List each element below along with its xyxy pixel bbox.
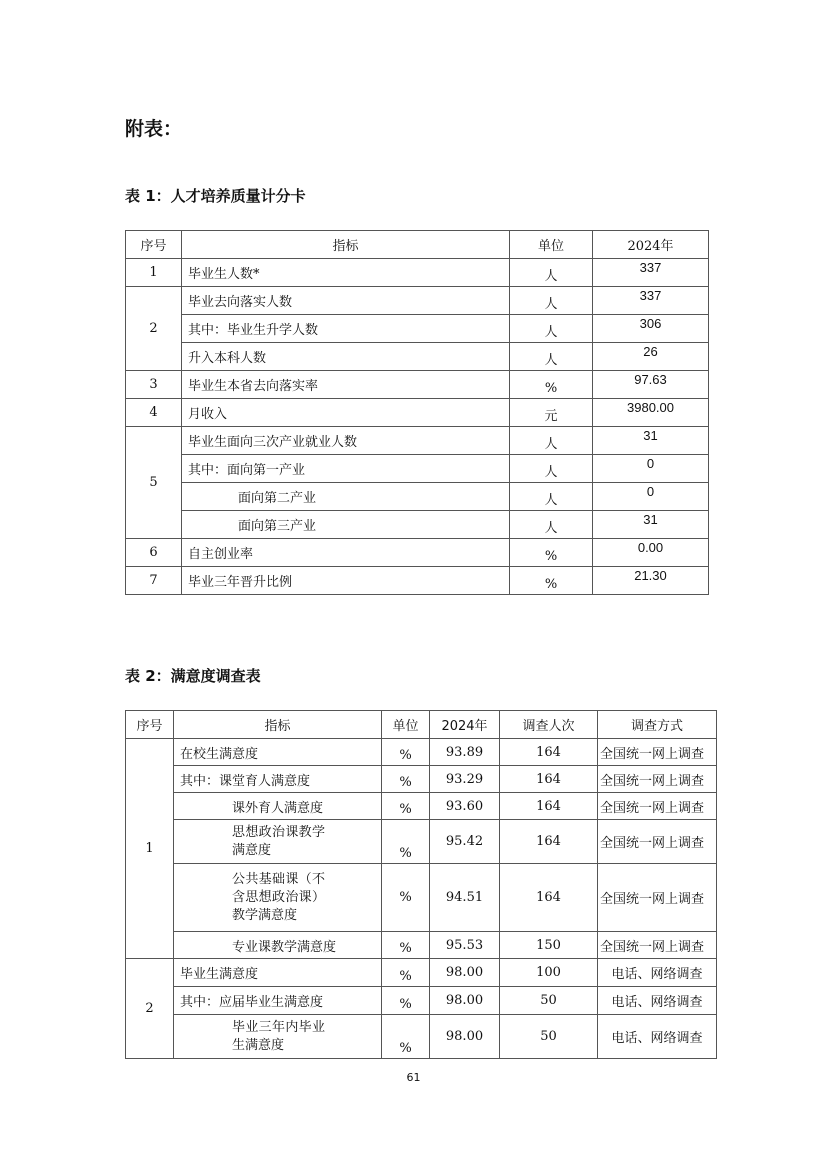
row-no: 3 bbox=[126, 371, 182, 399]
row-indicator: 升入本科人数 bbox=[182, 343, 510, 371]
talent-quality-scorecard-table bbox=[125, 230, 709, 595]
row-survey-method: 全国统一网上调查 bbox=[598, 739, 717, 766]
row-indicator: 月收入 bbox=[182, 399, 510, 427]
table2-title: 表 2：满意度调查表 bbox=[125, 667, 261, 685]
table-row bbox=[126, 1015, 717, 1059]
row-survey-count: 164 bbox=[500, 864, 598, 932]
row-value: 26 bbox=[593, 343, 709, 371]
row-no: 7 bbox=[126, 567, 182, 595]
row-value: 94.51 bbox=[430, 864, 500, 932]
table-row bbox=[126, 959, 717, 987]
row-unit: % bbox=[382, 864, 430, 932]
row-indicator: 毕业三年内毕业生满意度 bbox=[174, 1015, 382, 1059]
table-header-row bbox=[126, 711, 717, 739]
row-value: 21.30 bbox=[593, 567, 709, 595]
row-no: 2 bbox=[126, 959, 174, 1059]
row-unit: 人 bbox=[510, 259, 593, 287]
header-year: 2024年 bbox=[430, 711, 500, 739]
row-indicator: 其中：面向第一产业 bbox=[182, 455, 510, 483]
row-no: 1 bbox=[126, 259, 182, 287]
row-value: 0 bbox=[593, 483, 709, 511]
row-survey-count: 164 bbox=[500, 793, 598, 820]
row-indicator: 毕业生满意度 bbox=[174, 959, 382, 987]
row-indicator: 自主创业率 bbox=[182, 539, 510, 567]
row-unit: 人 bbox=[510, 455, 593, 483]
row-indicator: 毕业三年晋升比例 bbox=[182, 567, 510, 595]
row-survey-method: 全国统一网上调查 bbox=[598, 766, 717, 793]
row-survey-count: 50 bbox=[500, 987, 598, 1015]
row-indicator: 公共基础课（不含思想政治课）教学满意度 bbox=[174, 864, 382, 932]
row-survey-count: 50 bbox=[500, 1015, 598, 1059]
row-survey-method: 电话、网络调查 bbox=[598, 1015, 717, 1059]
table-row bbox=[126, 343, 709, 371]
table-row bbox=[126, 820, 717, 864]
header-unit: 单位 bbox=[382, 711, 430, 739]
row-unit: % bbox=[382, 959, 430, 987]
table-row bbox=[126, 483, 709, 511]
row-indicator: 专业课教学满意度 bbox=[174, 932, 382, 959]
header-no: 序号 bbox=[126, 231, 182, 259]
table-row bbox=[126, 287, 709, 315]
row-value: 337 bbox=[593, 259, 709, 287]
header-indicator: 指标 bbox=[182, 231, 510, 259]
satisfaction-survey-table bbox=[125, 710, 717, 1059]
row-indicator: 思想政治课教学满意度 bbox=[174, 820, 382, 864]
row-unit: % bbox=[382, 793, 430, 820]
row-survey-method: 全国统一网上调查 bbox=[598, 864, 717, 932]
row-value: 98.00 bbox=[430, 959, 500, 987]
row-survey-method: 电话、网络调查 bbox=[598, 959, 717, 987]
row-unit: % bbox=[382, 766, 430, 793]
table-row bbox=[126, 864, 717, 932]
row-indicator: 在校生满意度 bbox=[174, 739, 382, 766]
row-unit: % bbox=[382, 987, 430, 1015]
header-indicator: 指标 bbox=[174, 711, 382, 739]
row-unit: % bbox=[510, 567, 593, 595]
row-survey-count: 164 bbox=[500, 820, 598, 864]
row-no: 2 bbox=[126, 287, 182, 371]
row-value: 31 bbox=[593, 511, 709, 539]
row-value: 337 bbox=[593, 287, 709, 315]
row-value: 0 bbox=[593, 455, 709, 483]
row-value: 95.53 bbox=[430, 932, 500, 959]
row-value: 93.29 bbox=[430, 766, 500, 793]
row-unit: % bbox=[382, 820, 430, 864]
row-unit: 人 bbox=[510, 287, 593, 315]
table-row bbox=[126, 932, 717, 959]
table-row bbox=[126, 987, 717, 1015]
table-row bbox=[126, 539, 709, 567]
row-value: 95.42 bbox=[430, 820, 500, 864]
row-unit: % bbox=[382, 932, 430, 959]
row-indicator: 其中：课堂育人满意度 bbox=[174, 766, 382, 793]
row-survey-count: 150 bbox=[500, 932, 598, 959]
header-no: 序号 bbox=[126, 711, 174, 739]
header-year: 2024年 bbox=[593, 231, 709, 259]
row-unit: 人 bbox=[510, 483, 593, 511]
row-unit: 元 bbox=[510, 399, 593, 427]
row-indicator: 其中：应届毕业生满意度 bbox=[174, 987, 382, 1015]
table-row bbox=[126, 427, 709, 455]
page-number: 61 bbox=[406, 1071, 421, 1084]
row-survey-method: 全国统一网上调查 bbox=[598, 932, 717, 959]
row-value: 98.00 bbox=[430, 1015, 500, 1059]
row-value: 306 bbox=[593, 315, 709, 343]
row-survey-count: 100 bbox=[500, 959, 598, 987]
table-row bbox=[126, 371, 709, 399]
table-row bbox=[126, 739, 717, 766]
row-no: 4 bbox=[126, 399, 182, 427]
table-row bbox=[126, 455, 709, 483]
row-unit: % bbox=[382, 739, 430, 766]
row-no: 5 bbox=[126, 427, 182, 539]
header-survey-count: 调查人次 bbox=[500, 711, 598, 739]
row-value: 93.89 bbox=[430, 739, 500, 766]
row-value: 0.00 bbox=[593, 539, 709, 567]
row-unit: % bbox=[510, 539, 593, 567]
row-no: 6 bbox=[126, 539, 182, 567]
row-survey-method: 全国统一网上调查 bbox=[598, 793, 717, 820]
row-indicator: 毕业生人数* bbox=[182, 259, 510, 287]
header-unit: 单位 bbox=[510, 231, 593, 259]
row-value: 97.63 bbox=[593, 371, 709, 399]
row-no: 1 bbox=[126, 739, 174, 959]
row-survey-method: 电话、网络调查 bbox=[598, 987, 717, 1015]
row-unit: 人 bbox=[510, 343, 593, 371]
table-row bbox=[126, 259, 709, 287]
row-survey-method: 全国统一网上调查 bbox=[598, 820, 717, 864]
row-indicator: 毕业生面向三次产业就业人数 bbox=[182, 427, 510, 455]
row-indicator: 毕业去向落实人数 bbox=[182, 287, 510, 315]
row-indicator: 毕业生本省去向落实率 bbox=[182, 371, 510, 399]
row-survey-count: 164 bbox=[500, 766, 598, 793]
row-value: 98.00 bbox=[430, 987, 500, 1015]
row-indicator: 课外育人满意度 bbox=[174, 793, 382, 820]
header-survey-method: 调查方式 bbox=[598, 711, 717, 739]
table-row bbox=[126, 399, 709, 427]
row-unit: 人 bbox=[510, 427, 593, 455]
row-unit: % bbox=[510, 371, 593, 399]
table-row bbox=[126, 511, 709, 539]
appendix-heading: 附表： bbox=[125, 118, 183, 140]
row-indicator: 其中：毕业生升学人数 bbox=[182, 315, 510, 343]
row-indicator: 面向第二产业 bbox=[182, 483, 510, 511]
row-indicator: 面向第三产业 bbox=[182, 511, 510, 539]
row-unit: 人 bbox=[510, 511, 593, 539]
table-row bbox=[126, 793, 717, 820]
table-row bbox=[126, 766, 717, 793]
row-value: 93.60 bbox=[430, 793, 500, 820]
table-row bbox=[126, 315, 709, 343]
table-row bbox=[126, 567, 709, 595]
row-value: 3980.00 bbox=[593, 399, 709, 427]
row-value: 31 bbox=[593, 427, 709, 455]
row-unit: 人 bbox=[510, 315, 593, 343]
row-unit: % bbox=[382, 1015, 430, 1059]
table-header-row bbox=[126, 231, 709, 259]
row-survey-count: 164 bbox=[500, 739, 598, 766]
table1-title: 表 1：人才培养质量计分卡 bbox=[125, 187, 306, 205]
